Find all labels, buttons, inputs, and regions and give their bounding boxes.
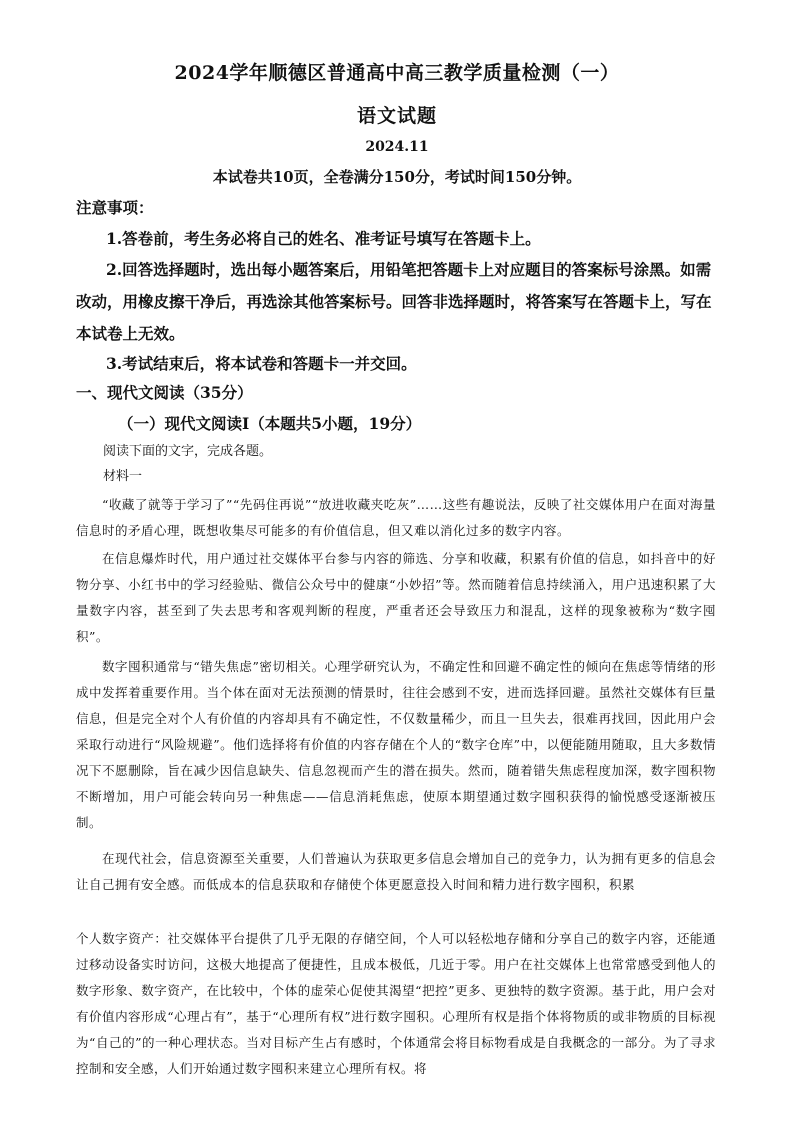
notice-item-1: 1.答卷前，考生务必将自己的姓名、准考证号填写在答题卡上。: [106, 229, 541, 248]
paragraph-1: “收藏了就等于学习了”“先码住再说”“放进收藏夹吃灰”……这些有趣说法，反映了社交媒体用户在面对海量信息时的矛盾心理，既想收集尽可能多的有价值信息，但又难以消化过多的数字内容。: [76, 497, 716, 538]
exam-info: 本试卷共10页，全卷满分150分，考试时间150分钟。: [212, 168, 582, 186]
subsection-heading: （一）现代文阅读Ⅰ（本题共5小题，19分）: [118, 414, 422, 433]
section-heading: 一、现代文阅读（35分）: [76, 383, 253, 402]
subject-title: 语文试题: [356, 105, 437, 127]
exam-date: 2024.11: [365, 139, 429, 155]
notice-item-3: 3.考试结束后，将本试卷和答题卡一并交回。: [106, 354, 417, 373]
exam-title: 2024学年顺德区普通高中高三教学质量检测（一）: [174, 62, 620, 84]
paragraph-4: 在现代社会，信息资源至关重要，人们普遍认为获取更多信息会增加自己的竞争力，认为拥有更多的信息会让自己拥有安全感。而低成本的信息获取和存储使个体更愿意投入时间和精力进行数字囤积，积累: [76, 851, 716, 892]
notice-heading: 注意事项：: [76, 198, 154, 217]
notice-item-2: 2.回答选择题时，选出每小题答案后，用铅笔把答题卡上对应题目的答案标号涂黑。如需改动，用橡皮擦干净后，再选涂其他答案标号。回答非选择题时，将答案写在答题卡上，写在本试卷上无效。: [76, 260, 712, 343]
material-label: 材料一: [103, 469, 143, 484]
paragraph-5: 个人数字资产：社交媒体平台提供了几乎无限的存储空间，个人可以轻松地存储和分享自己的数字内容，还能通过移动设备实时访问，这极大地提高了便捷性，且成本极低，几近于零。用户在社交媒体上也常常感受到他人的数字形象、数字资产，在比较中，个体的虚荣心促使其渴望“把控”更多、更独特的数字资源。基于此，用户会对有价值内容形成“心理占有”，基于“心理所有权”进行数字囤积。心理所有权是指个体将物质的或非物质的目标视为“自己的”的一种心理状态。当对目标产生占有感时，个体通常会将目标物看成是自我概念的一部分。为了寻求控制和安全感，人们开始通过数字囤积来建立心理所有权。将: [76, 931, 716, 1076]
paragraph-3: 数字囤积通常与“错失焦虑”密切相关。心理学研究认为，不确定性和回避不确定性的倾向在焦虑等情绪的形成中发挥着重要作用。当个体在面对无法预测的情景时，往往会感到不安，进而选择回避。虽然社交媒体有巨量信息，但是完全对个人有价值的内容却具有不确定性，不仅数量稀少，而且一旦失去，很难再找回，因此用户会采取行动进行“风险规避”。他们选择将有价值的内容存储在个人的“数字仓库”中，以便能随用随取，且大多数情况下不愿删除，旨在减少因信息缺失、信息忽视而产生的潜在损失。然而，随着错失焦虑程度加深，数字囤积物不断增加，用户可能会转向另一种焦虑——信息消耗焦虑，使原本期望通过数字囤积获得的愉悦感受逐渐被压制。: [76, 659, 716, 830]
reading-instruction: 阅读下面的文字，完成各题。: [103, 444, 273, 459]
paragraph-2: 在信息爆炸时代，用户通过社交媒体平台参与内容的筛选、分享和收藏，积累有价值的信息，如抖音中的好物分享、小红书中的学习经验贴、微信公众号中的健康“小妙招”等。然而随着信息持续涌入，用户迅速积累了大量数字内容，甚至到了失去思考和客观判断的程度，严重者还会导致压力和混乱，这样的现象被称为“数字囤积”。: [76, 551, 716, 644]
